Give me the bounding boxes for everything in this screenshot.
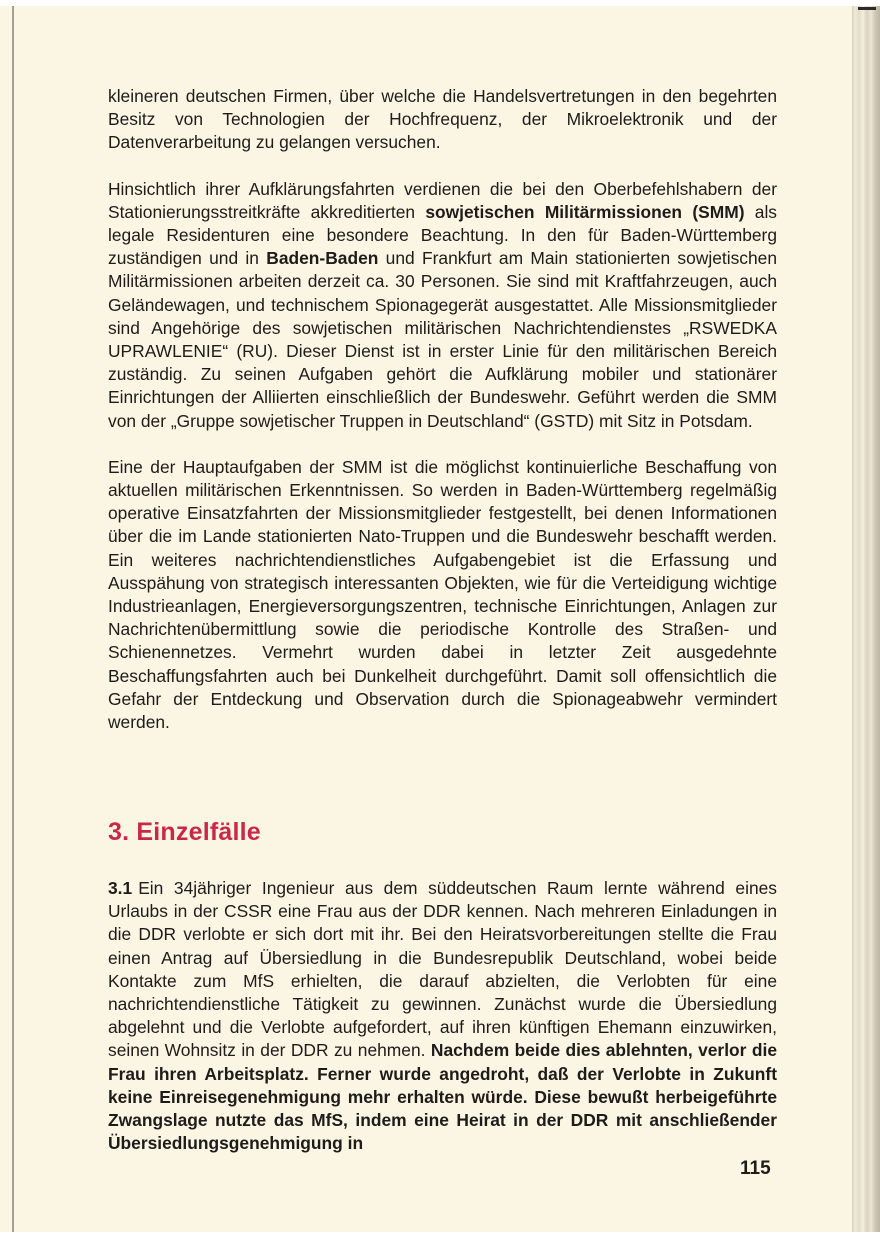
paragraph-2-text-b: als legale Residenturen eine besondere Beachtung. In den für Baden-Württemberg zuständigen und in	[108, 201, 777, 269]
page-stack-edge	[852, 6, 880, 1232]
paragraph-1-text: kleineren deutschen Firmen, über welche die Handelsvertretungen in den begehrten Besitz von Technologien der Hochfrequenz, der Mikroelektronik und der Datenverarbeitung zu gelangen versuchen.	[108, 86, 777, 153]
scan-bottom-edge	[0, 1232, 880, 1242]
paragraph-3-text: Eine der Hauptaufgaben der SMM ist die möglichst kontinuierliche Beschaffung von aktuellen militärischen Erkenntnissen. So werden in Baden-Württemberg regelmäßig operative Einsatzfahrten der Missionsmitglieder festgestellt, bei denen Informationen über die im Lande stationierten Nato-Truppen und die Bundeswehr beschafft werden. Ein weiteres nachrichtendienstliches Aufgabengebiet ist die Erfassung und Ausspähung von strategisch interessanten Objekten, wie für die Verteidigung wichtige Industrieanlagen, Energieversorgungszentren, technische Einrichtungen, Anlagen zur Nachrichtenübermittlung sowie die periodische Kontrolle des Straßen- und Schienennetzes. Vermehrt wurden dabei in letzter Zeit ausgedehnte Beschaffungsfahrten auch bei Dunkelheit durchgeführt. Damit soll offensichtlich die Gefahr der Entdeckung und Observation durch die Spionageabwehr vermindert werden.	[108, 456, 777, 733]
term-soviet-military-missions: sowjetischen Militärmissionen (SMM)	[425, 201, 745, 222]
case-3-1	[108, 877, 777, 1155]
case-text-emphasis: Nachdem beide dies ablehnten, verlor die Frau ihren Arbeitsplatz. Ferner wurde angedroht, daß der Verlobte in Zukunft keine Einreisegenehmigung mehr erhalten würde. Diese bewußt herbeigeführte Zwangslage nutzte das MfS, indem eine Heirat in der DDR mit anschließender Übersiedlungsgenehmigung in	[108, 1040, 777, 1154]
page-stack-top-mark	[858, 7, 876, 10]
paragraph-3	[108, 456, 777, 734]
paragraph-1	[108, 85, 777, 155]
section-heading: 3. Einzelfälle	[108, 818, 261, 846]
paragraph-2-text-c: und Frankfurt am Main stationierten sowjetischen Militärmissionen arbeiten derzeit ca. 30 Personen. Sie sind mit Kraftfahrzeugen, auch Geländewagen, und technischem Spionagegerät ausgestattet. Alle Missionsmitglieder sind Angehörige des sowjetischen militärischen Nachrichtendienstes „RSWEDKA UPRAWLENIE“ (RU). Dieser Dienst ist in erster Linie für den militärischen Bereich zuständig. Zu seinen Aufgaben gehört die Aufklärung mobiler und stationärer Einrichtungen der Alliierten einschließlich der Bundeswehr. Geführt werden die SMM von der „Gruppe sowjetischer Truppen in Deutschland“ (GSTD) mit Sitz in Potsdam.	[108, 248, 777, 431]
case-number: 3.1	[108, 878, 133, 898]
paragraph-2-text-a: Hinsichtlich ihrer Aufklärungsfahrten verdienen die bei den Oberbefehlshabern der Stationierungsstreitkräfte akkreditierten	[108, 178, 777, 222]
paragraph-2	[108, 178, 777, 433]
binding-gutter-line	[12, 6, 14, 1232]
term-baden-baden: Baden-Baden	[266, 248, 379, 269]
body-text	[108, 85, 777, 757]
scan-top-edge	[0, 0, 880, 6]
case-text: Ein 34jähriger Ingenieur aus dem süddeutschen Raum lernte während eines Urlaubs in der CSSR eine Frau aus der DDR kennen. Nach mehreren Einladungen in die DDR verlobte er sich dort mit ihr. Bei den Heiratsvorbereitungen stellte die Frau einen Antrag auf Übersiedlung in die Bundesrepublik Deutschland, wobei beide Kontakte zum MfS erhielten, die darauf abzielten, die Verlobten für eine nachrichtendienstliche Tätigkeit zu gewinnen. Zunächst wurde die Übersiedlung abgelehnt und die Verlobte aufgefordert, auf ihren künftigen Ehemann einzuwirken, seinen Wohnsitz in der DDR zu nehmen.	[108, 878, 777, 1061]
page-number: 115	[740, 1158, 771, 1179]
